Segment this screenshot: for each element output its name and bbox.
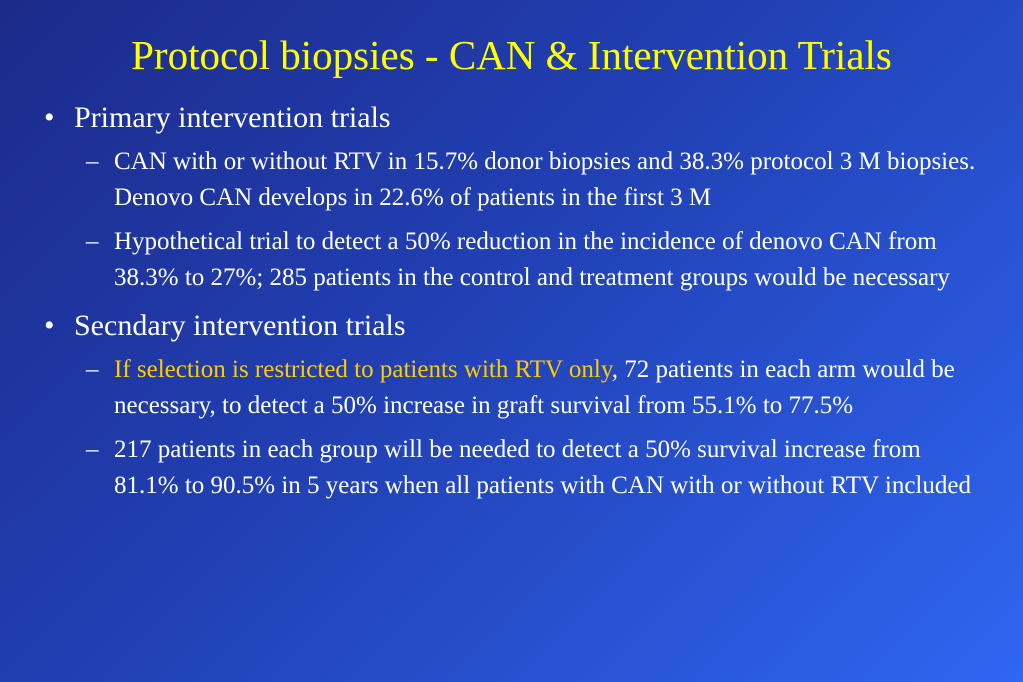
- sub-bullet-text: CAN with or without RTV in 15.7% donor biopsies and 38.3% protocol 3 M biopsies. Denovo CAN develops in 22.6% of patients in the first 3 M: [114, 148, 976, 211]
- sub-bullet-hypothetical-trial: [0, 224, 1023, 296]
- dash-icon: –: [86, 356, 99, 383]
- sub-bullet-can-rtv: [0, 144, 1023, 216]
- sub-bullet-text: , 72 patients in each arm would be necessary, to detect a 50% increase in graft survival from 55.1% to 77.5%: [114, 356, 955, 419]
- bullet-icon: •: [44, 309, 55, 342]
- sub-bullet-rtv-selection: [0, 352, 1023, 424]
- bullet-text: Primary intervention trials: [74, 101, 391, 134]
- bullet-text: Secndary intervention trials: [74, 309, 406, 342]
- dash-icon: –: [86, 436, 99, 463]
- bullet-secondary-trials: [0, 308, 1023, 344]
- bullet-primary-trials: [0, 100, 1023, 136]
- slide-title: Protocol biopsies - CAN & Intervention Trials: [131, 32, 892, 78]
- bullet-icon: •: [44, 101, 55, 134]
- sub-bullet-text: 217 patients in each group will be needed to detect a 50% survival increase from 81.1% to 90.5% in 5 years when all patients with CAN with or without RTV included: [114, 436, 971, 499]
- slide-content: [0, 100, 1023, 504]
- sub-bullet-text: Hypothetical trial to detect a 50% reduction in the incidence of denovo CAN from 38.3% to 27%; 285 patients in the control and treatment groups would be necessary: [114, 228, 950, 291]
- highlighted-text: If selection is restricted to patients with RTV only: [114, 356, 612, 383]
- sub-bullet-survival-increase: [0, 432, 1023, 504]
- dash-icon: –: [86, 228, 99, 255]
- dash-icon: –: [86, 148, 99, 175]
